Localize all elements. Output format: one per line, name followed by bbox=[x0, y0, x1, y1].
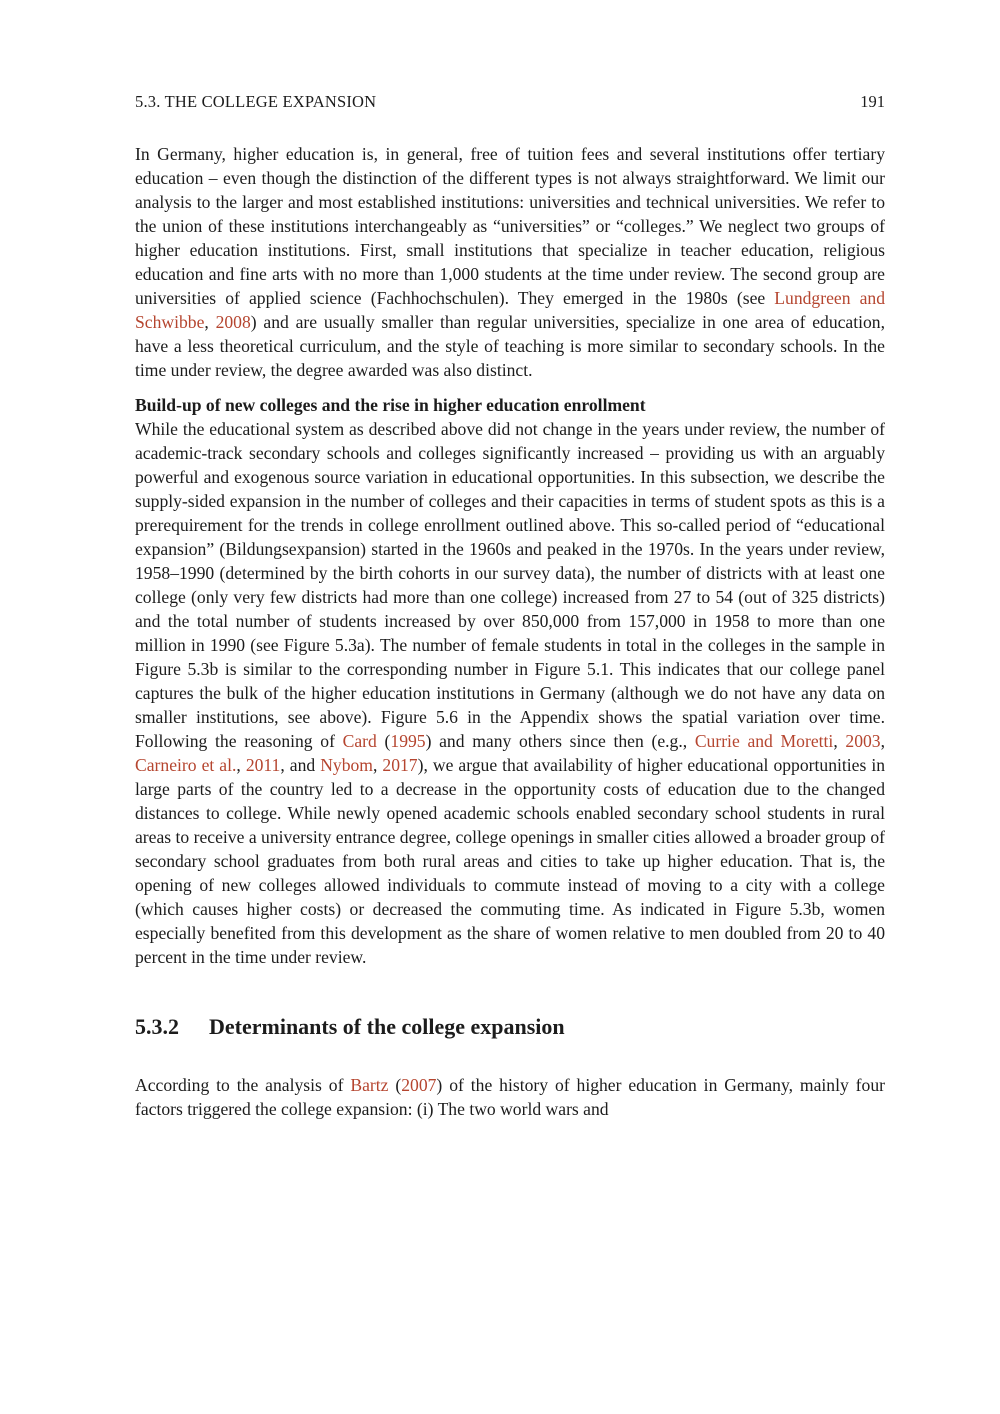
subsection-heading-buildup: Build-up of new colleges and the rise in higher education enrollment bbox=[135, 395, 646, 415]
text-run: ) and are usually smaller than regular universities, specialize in one area of education, have a less theoretical curriculum, and the style of teaching is more similar to secondary schools. In the time under review, the degree awarded was also distinct. bbox=[135, 312, 886, 380]
section-number: 5.3.2 bbox=[135, 1014, 179, 1039]
text-run: ) of the history of higher education in Germany, mainly four factors triggered the college expansion: (i) The two world wars and bbox=[135, 1075, 885, 1119]
text-run: , bbox=[372, 755, 383, 775]
citation-link[interactable]: Carneiro et al. bbox=[135, 755, 237, 775]
text-run: ( bbox=[388, 1075, 402, 1095]
citation-link[interactable]: 2003 bbox=[845, 731, 881, 751]
citation-link[interactable]: Card bbox=[342, 731, 377, 751]
page-header bbox=[135, 90, 885, 114]
text-run: While the educational system as described above did not change in the years under review, the number of academic-track secondary schools and colleges significantly increased – providing us with an arguably powerful and exogenous source variation in educational opportunities. In this subsection, we describe the supply-sided expansion in the number of colleges and their capacities in terms of student spots as this is a prerequirement for the trends in college enrollment outlined above. This so-called period of “educational expansion” (Bildungsexpansion) started in the 1960s and peaked in the 1970s. In the years under review, 1958–1990 (determined by the birth cohorts in our survey data), the number of districts with at least one college (only very few districts had more than one college) increased from 27 to 54 (out of 325 districts) and the total number of students increased by over 850,000 from 157,000 in 1958 to more than one million in 1990 (see Figure 5.3a). The number of female students in total in the colleges in the sample in Figure 5.3b is similar to the corresponding number in Figure 5.1. This indicates that our college panel captures the bulk of the higher education institutions in Germany (although we do not have any data on smaller institutions, see above). Figure 5.6 in the Appendix shows the spatial variation over time. Following the reasoning of bbox=[135, 419, 885, 751]
citation-link[interactable]: Currie and Moretti bbox=[694, 731, 834, 751]
section-title: Determinants of the college expansion bbox=[209, 1014, 565, 1039]
citation-link[interactable]: 2007 bbox=[401, 1075, 437, 1095]
text-run: In Germany, higher education is, in general, free of tuition fees and several institutions offer tertiary education – even though the distinction of the different types is not always straightforward. We limit our analysis to the larger and most established institutions: universities and technical universities. We refer to the union of these institutions interchangeably as “universities” or “colleges.” We neglect two groups of higher education institutions. First, small institutions that specialize in teacher education, religious education and fine arts with no more than 1,000 students at the time under review. The second group are universities of applied science (Fachhochschulen). They emerged in the 1980s (see bbox=[135, 144, 885, 308]
text-run: ( bbox=[376, 731, 391, 751]
citation-link[interactable]: Bartz bbox=[350, 1075, 389, 1095]
text-run: , bbox=[236, 755, 246, 775]
text-run: , bbox=[833, 731, 846, 751]
paragraph-buildup bbox=[135, 417, 885, 969]
page-number: 191 bbox=[860, 92, 885, 111]
text-run: According to the analysis of bbox=[135, 1075, 351, 1095]
citation-link[interactable]: Nybom bbox=[320, 755, 373, 775]
citation-link[interactable]: 2011 bbox=[245, 755, 281, 775]
text-run: ), we argue that availability of higher educational opportunities in large parts of the country led to a decrease in the opportunity costs of education due to the changed distances to college. While newly opened academic schools enabled secondary school students in rural areas to receive a university entrance degree, college openings in smaller cities allowed a broader group of secondary school graduates from both rural areas and cities to take up higher education. That is, the opening of new colleges allowed individuals to commute instead of moving to a city with a college (which causes higher costs) or decreased the commuting time. As indicated in Figure 5.3b, women especially benefited from this development as the share of women relative to men doubled from 20 to 40 percent in the time under review. bbox=[135, 755, 886, 967]
paragraph-determinants bbox=[135, 1073, 885, 1121]
running-header: 5.3. THE COLLEGE EXPANSION bbox=[135, 92, 377, 111]
citation-link[interactable]: 2017 bbox=[382, 755, 418, 775]
paragraph-intro bbox=[135, 142, 885, 382]
section-heading bbox=[135, 1013, 885, 1041]
text-run: ) and many others since then (e.g., bbox=[425, 731, 695, 751]
text-run: , and bbox=[280, 755, 321, 775]
citation-link[interactable]: 1995 bbox=[390, 731, 426, 751]
citation-link[interactable]: 2008 bbox=[215, 312, 251, 332]
text-run: , bbox=[880, 731, 885, 751]
text-run: , bbox=[204, 312, 216, 332]
citation-link[interactable]: Lundgreen and Schwibbe bbox=[135, 288, 886, 332]
